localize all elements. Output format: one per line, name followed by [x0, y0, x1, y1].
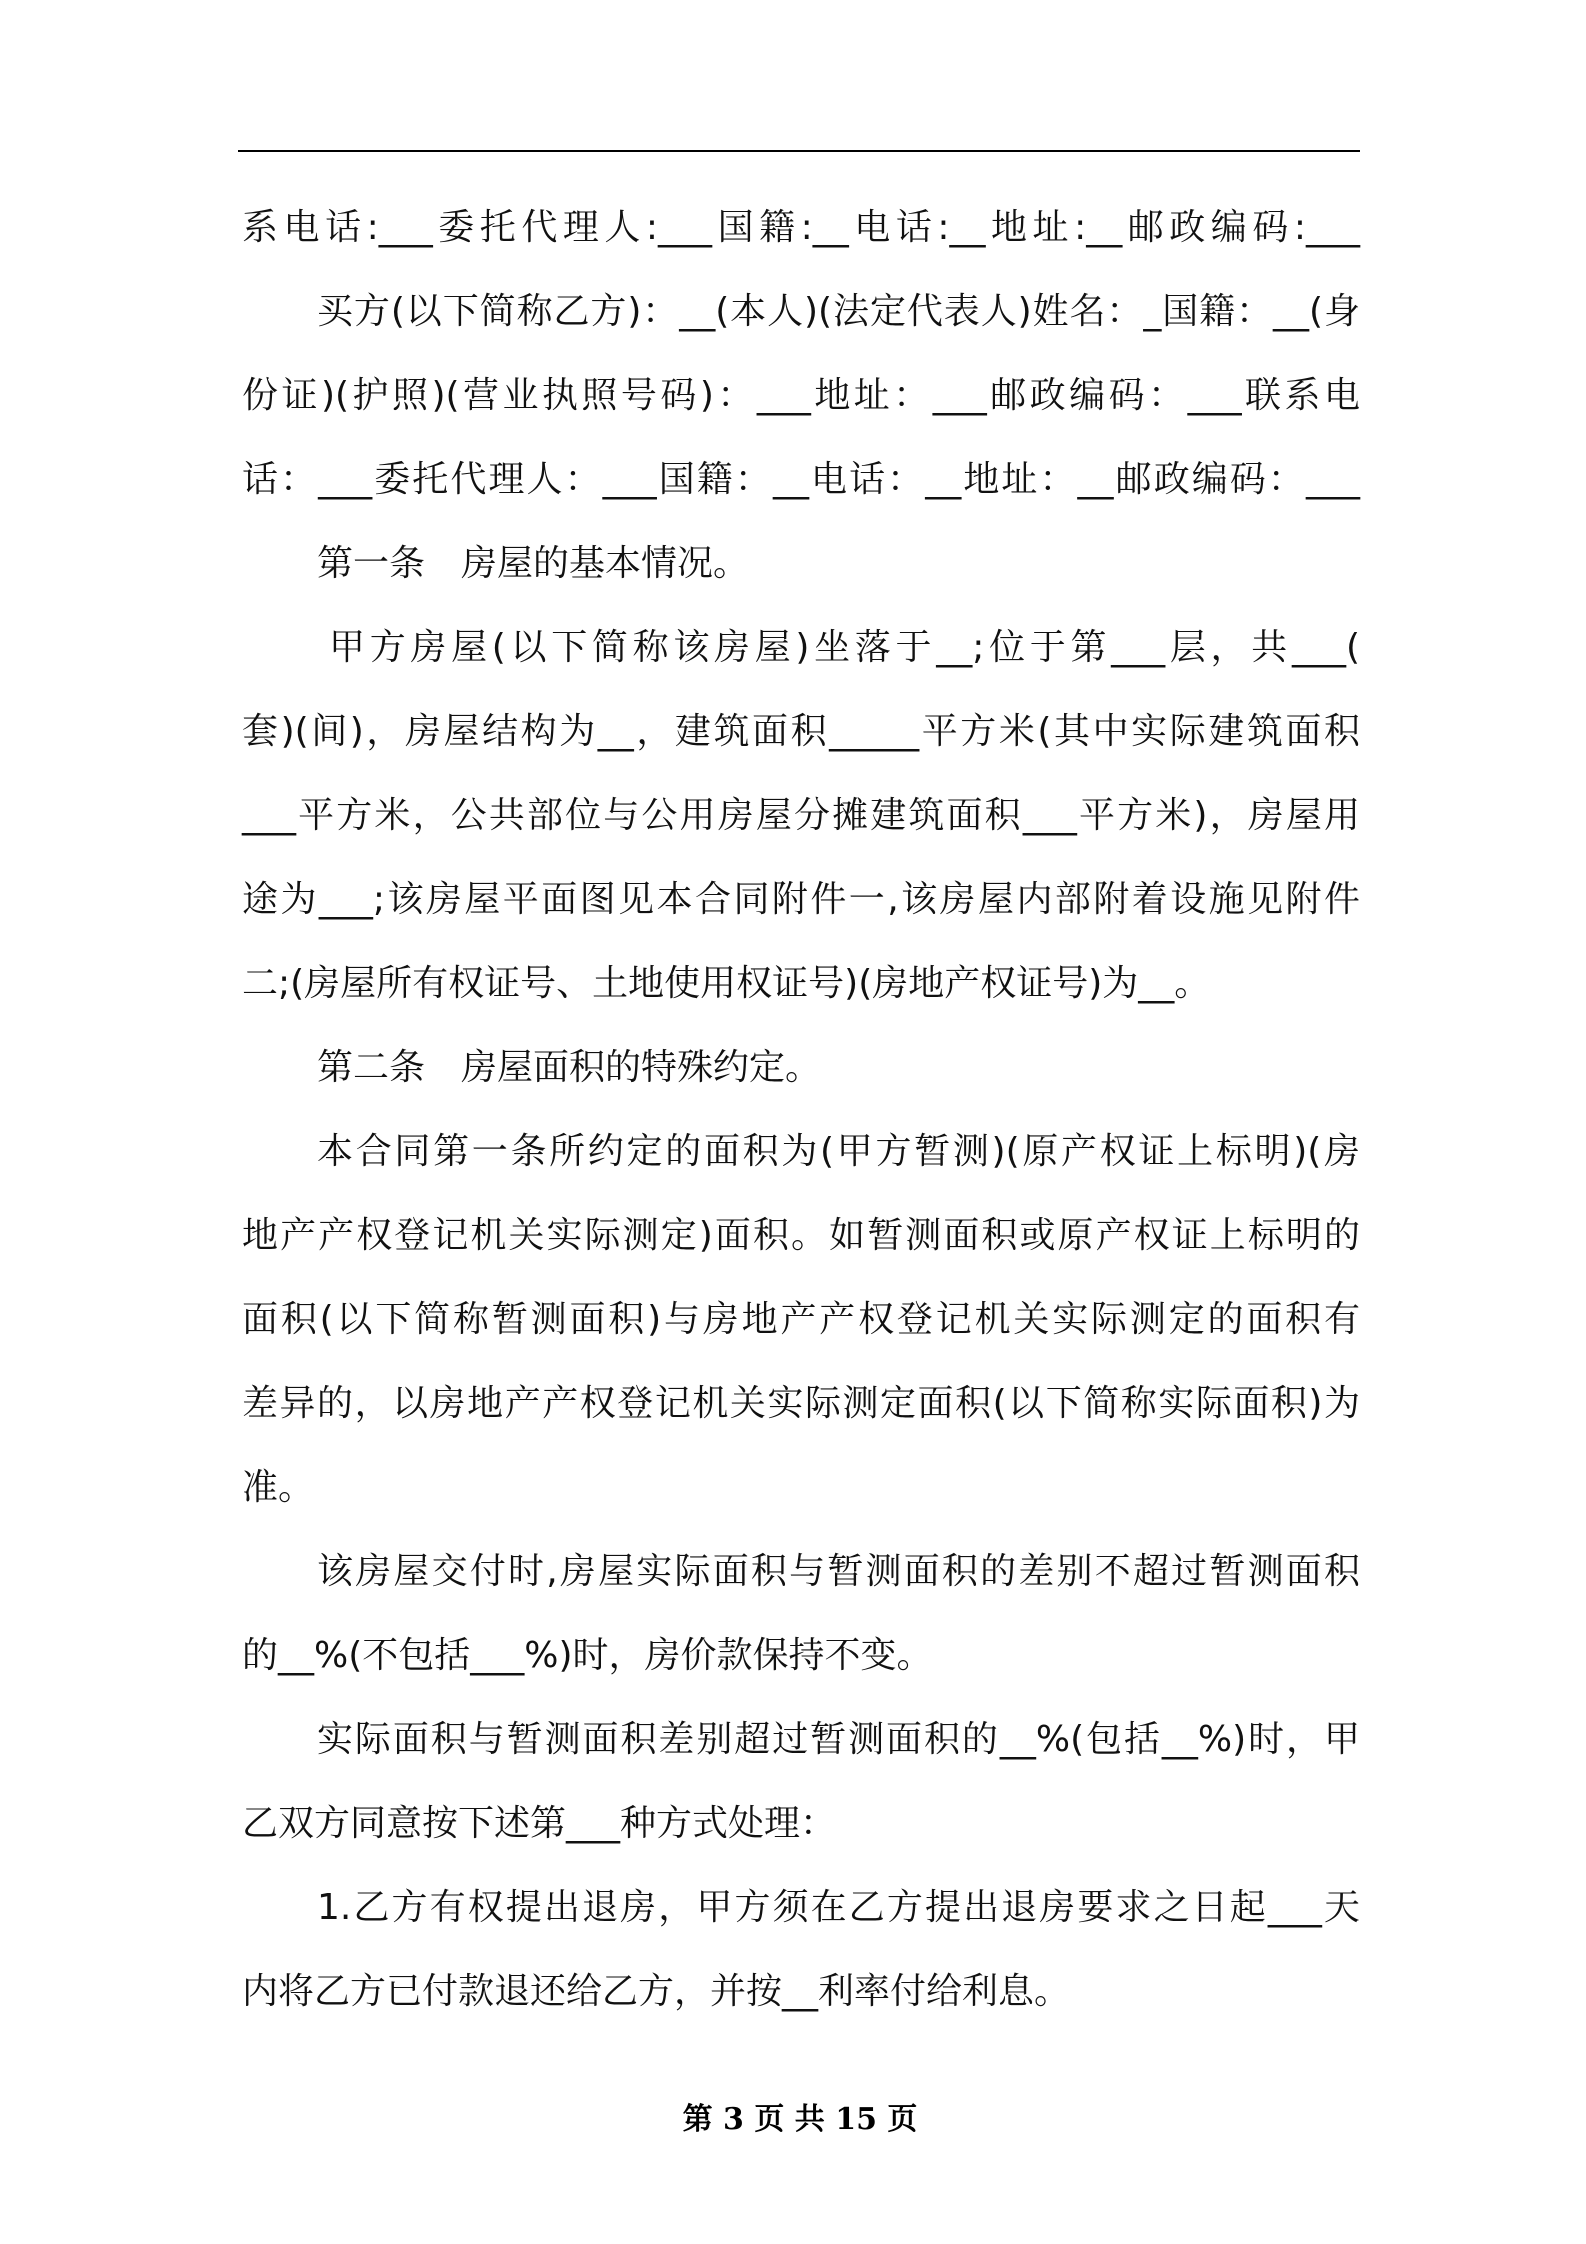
paragraph: [242, 606, 1360, 1026]
text-line: 话：___委托代理人：___国籍：__电话：__地址：__邮政编码：___: [242, 459, 1360, 500]
article-title: 第二条 房屋面积的特殊约定。: [317, 1047, 822, 1088]
text-line: 本合同第一条所约定的面积为(甲方暂测)(原产权证上标明)(房: [317, 1131, 1360, 1172]
document-body: [242, 186, 1360, 2034]
text-line: 套)(间)，房屋结构为__，建筑面积_____平方米(其中实际建筑面积: [242, 711, 1360, 752]
text-line: 该房屋交付时,房屋实际面积与暂测面积的差别不超过暂测面积: [317, 1551, 1360, 1592]
paragraph: [242, 1530, 1360, 1698]
text-line: 乙双方同意按下述第___种方式处理：: [242, 1803, 837, 1844]
text-line: 的__%(不包括___%)时，房价款保持不变。: [242, 1635, 933, 1676]
text-line: 份证)(护照)(营业执照号码)：___地址：___邮政编码：___联系电: [242, 375, 1360, 416]
text-line: 系电话:___委托代理人:___国籍:__电话:__地址:__邮政编码:___: [242, 207, 1360, 248]
text-line: 差异的，以房地产产权登记机关实际测定面积(以下简称实际面积)为: [242, 1383, 1360, 1424]
text-line: 甲方房屋(以下简称该房屋)坐落于__;位于第___层，共___(: [329, 627, 1360, 668]
page-number: 第 3 页 共 15 页: [682, 2102, 918, 2137]
paragraph: [242, 1110, 1360, 1530]
text-line: 地产产权登记机关实际测定)面积。如暂测面积或原产权证上标明的: [242, 1215, 1360, 1256]
article-heading: [242, 1026, 1360, 1110]
paragraph-buyer: [242, 270, 1360, 522]
header-rule: [238, 150, 1360, 152]
paragraph: [242, 1698, 1360, 1866]
paragraph: [242, 186, 1360, 270]
text-line: 实际面积与暂测面积差别超过暂测面积的__%(包括__%)时，甲: [317, 1719, 1360, 1760]
text-line: 1.乙方有权提出退房，甲方须在乙方提出退房要求之日起___天: [317, 1887, 1360, 1928]
text-line: 二;(房屋所有权证号、土地使用权证号)(房地产权证号)为__。: [242, 963, 1211, 1004]
article-heading: [242, 522, 1360, 606]
text-line: ___平方米，公共部位与公用房屋分摊建筑面积___平方米)，房屋用: [242, 795, 1360, 836]
text-line: 买方(以下简称乙方)：__(本人)(法定代表人)姓名：_国籍：__(身: [317, 291, 1360, 332]
article-title: 第一条 房屋的基本情况。: [317, 543, 750, 584]
text-line: 准。: [242, 1467, 315, 1508]
text-line: 内将乙方已付款退还给乙方，并按__利率付给利息。: [242, 1971, 1071, 2012]
text-line: 途为___;该房屋平面图见本合同附件一,该房屋内部附着设施见附件: [242, 879, 1360, 920]
list-item: [242, 1866, 1360, 2034]
text-line: 面积(以下简称暂测面积)与房地产产权登记机关实际测定的面积有: [242, 1299, 1360, 1340]
